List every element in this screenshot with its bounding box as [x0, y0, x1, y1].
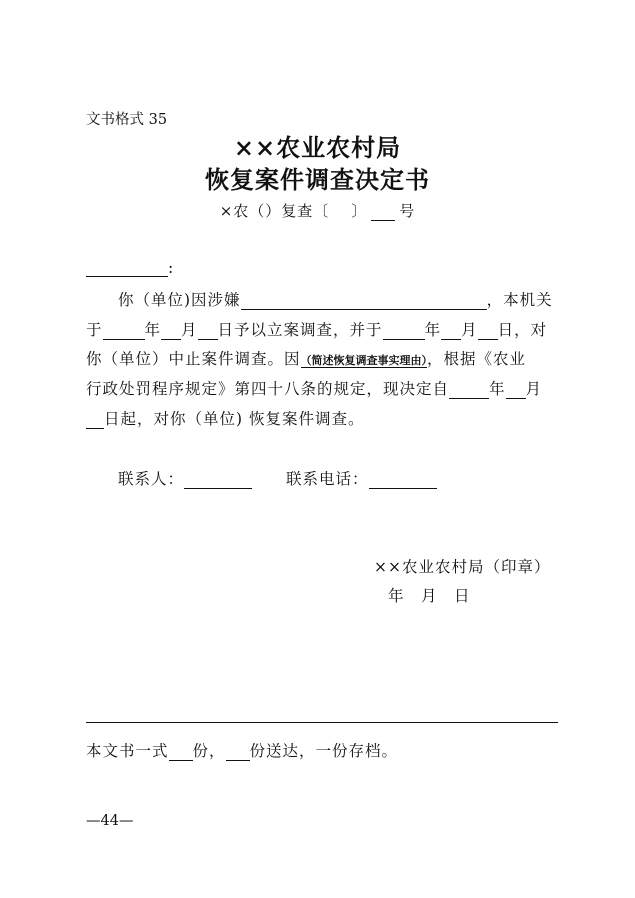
footer-divider: [86, 722, 558, 723]
text-filed-and: 日予以立案调查，并于: [217, 321, 383, 339]
copies-text-b: 份，: [192, 742, 226, 760]
text-month: 月: [181, 321, 198, 339]
filing-year-blank: [103, 321, 145, 340]
text-day-to: 日，对: [497, 321, 548, 339]
violation-blank: [241, 291, 487, 310]
copies-text-c: 份送达，一份存档。: [249, 742, 399, 760]
contact-line: [118, 467, 437, 489]
copies-total-blank: [169, 742, 193, 761]
paragraph-line-2: [86, 318, 547, 340]
addressee-blank: [86, 258, 168, 277]
text-suspended: 你（单位）中止案件调查。因: [86, 350, 301, 368]
paragraph-line-1: [118, 288, 553, 310]
resume-year-blank: [449, 380, 489, 399]
text-year-2: 年: [424, 321, 442, 339]
addressee-line: [86, 258, 174, 277]
resume-month-blank: [506, 380, 526, 399]
contact-phone-label: 联系电话：: [286, 470, 369, 488]
filing-month-blank: [161, 321, 181, 340]
addressee-colon: :: [168, 259, 175, 277]
text-this-agency: ，本机关: [486, 291, 553, 309]
paragraph-line-5: [86, 407, 364, 429]
document-number-prefix: ×农（）复查〔: [219, 202, 330, 220]
text-regulation: 行政处罚程序规定》第四十八条的规定，现决定自: [86, 380, 450, 398]
copies-text-a: 本文书一式: [86, 742, 169, 760]
document-title-org: ××农业农村局: [233, 133, 402, 162]
text-month-3: 月: [525, 380, 543, 398]
suspend-day-blank: [478, 321, 498, 340]
copies-delivered-blank: [226, 742, 250, 761]
suspend-year-blank: [383, 321, 425, 340]
text-year: 年: [144, 321, 162, 339]
text-suspected: 你（单位)因涉嫌: [118, 291, 241, 309]
document-number: [0, 200, 635, 221]
document-number-suffix: 号: [399, 202, 416, 220]
resume-day-blank: [86, 410, 104, 429]
page-number: —44—: [86, 813, 134, 829]
contact-person-blank: [184, 470, 252, 489]
text-year-3: 年: [489, 380, 506, 398]
text-resume: 日起，对你（单位) 恢复案件调查。: [104, 410, 365, 428]
document-title: 恢复案件调查决定书: [205, 165, 430, 194]
paragraph-line-3: [86, 347, 526, 369]
seal-date: 年 月 日: [388, 587, 471, 605]
contact-person-label: 联系人：: [118, 470, 185, 488]
form-number: 文书格式 35: [86, 112, 168, 128]
document-number-blank: [371, 202, 395, 221]
text-month-2: 月: [461, 321, 478, 339]
paragraph-line-4: [86, 377, 542, 399]
suspend-month-blank: [441, 321, 461, 340]
document-number-mid: 〕: [351, 202, 368, 220]
filing-day-blank: [198, 321, 218, 340]
copies-note: [86, 739, 398, 761]
reason-placeholder: （简述恢复调查事实理由）: [300, 354, 428, 367]
contact-phone-blank: [369, 470, 437, 489]
seal-org: ××农业农村局（印章）: [374, 558, 551, 576]
text-on: 于: [86, 321, 103, 339]
text-according-to: ，根据《农业: [427, 350, 527, 368]
